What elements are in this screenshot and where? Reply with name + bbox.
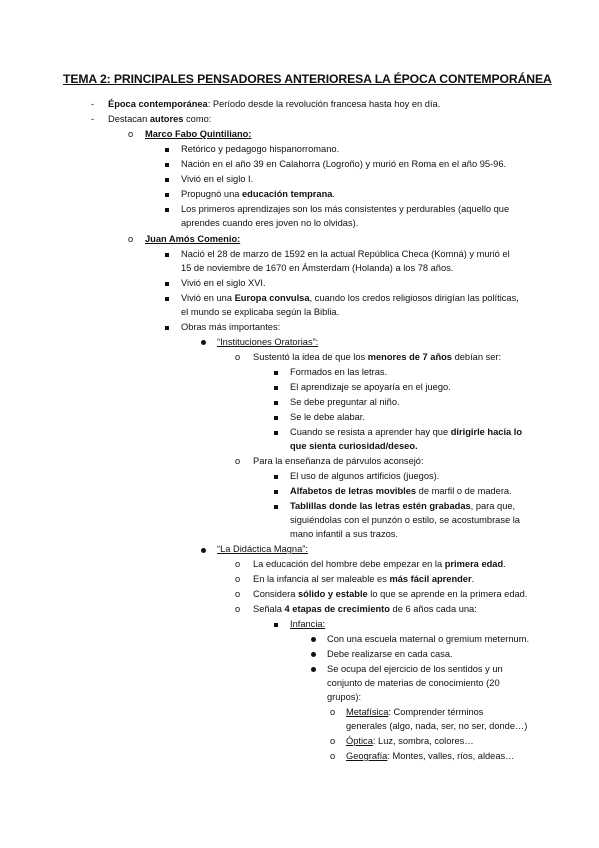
inst-t1: El uso de algunos artificios (juegos). — [290, 471, 440, 481]
dash-marker: - — [91, 99, 95, 109]
materia-metafisica-l1: Metafísica: Comprender términos — [346, 707, 484, 717]
dash-marker: - — [91, 114, 95, 124]
square-bullet — [165, 148, 169, 152]
did-c2: En la infancia al ser maleable es más fácil aprender. — [253, 574, 475, 584]
comenio-b3-l1: Vivió en una Europa convulsa, cuando los credos religiosos dirigían las políticas, — [181, 293, 519, 303]
infancia-d3-l1: Se ocupa del ejercicio de los sentidos y un — [327, 664, 503, 674]
circle-marker: o — [235, 456, 241, 466]
circle-marker: o — [235, 604, 241, 614]
inst-s4: Se le debe alabar. — [290, 412, 365, 422]
circle-marker: o — [128, 234, 134, 244]
round-bullet — [311, 652, 316, 657]
circle-marker: o — [330, 707, 336, 717]
quintiliano-b3: Vivió en el siglo I. — [181, 174, 254, 184]
comenio-b4: Obras más importantes: — [181, 322, 281, 332]
inst-s1: Formados en las letras. — [290, 367, 388, 377]
square-bullet — [274, 401, 278, 405]
square-bullet — [165, 253, 169, 257]
quintiliano-b5-l2: aprendes cuando eres joven no lo olvidas). — [181, 218, 359, 228]
square-bullet — [165, 282, 169, 286]
inst-s5-l1: Cuando se resista a aprender hay que dirigirle hacia lo — [290, 427, 523, 437]
circle-marker: o — [235, 352, 241, 362]
square-bullet — [274, 371, 278, 375]
work-didactica: “La Didáctica Magna”: — [217, 544, 308, 554]
materia-metafisica-l2: generales (algo, nada, ser, no ser, donde…) — [346, 721, 528, 731]
infancia-d1: Con una escuela maternal o gremium meternum. — [327, 634, 530, 644]
square-bullet — [165, 178, 169, 182]
did-c3: Considera sólido y estable lo que se aprende en la primera edad. — [253, 589, 528, 599]
destacan-line: Destacan autores como: — [108, 114, 212, 124]
square-bullet — [274, 416, 278, 420]
square-bullet — [274, 475, 278, 479]
did-c4: Señala 4 etapas de crecimiento de 6 años cada una: — [253, 604, 477, 614]
comenio-b1-l2: 15 de noviembre de 1670 en Ámsterdam (Holanda) a los 78 años. — [181, 263, 454, 273]
work-instituciones: “Instituciones Oratorias”: — [217, 337, 319, 347]
circle-marker: o — [235, 559, 241, 569]
page-title: TEMA 2: PRINCIPALES PENSADORES ANTERIORESA LA ÉPOCA CONTEMPORÁNEA — [63, 72, 552, 86]
author-comenio: Juan Amós Comenio: — [145, 234, 241, 244]
square-bullet — [165, 193, 169, 197]
circle-marker: o — [235, 574, 241, 584]
round-bullet — [201, 548, 206, 553]
circle-marker: o — [330, 736, 336, 746]
inst-s2: El aprendizaje se apoyaría en el juego. — [290, 382, 451, 392]
square-bullet — [274, 386, 278, 390]
square-bullet — [274, 490, 278, 494]
quintiliano-b1: Retórico y pedagogo hispanorromano. — [181, 144, 340, 154]
square-bullet — [274, 431, 278, 435]
square-bullet — [165, 297, 169, 301]
inst-c2: Para la enseñanza de párvulos aconsejó: — [253, 456, 424, 466]
square-bullet — [165, 326, 169, 330]
round-bullet — [311, 667, 316, 672]
materia-optica: Óptica: Luz, sombra, colores… — [346, 736, 474, 746]
inst-t3-l1: Tablillas donde las letras estén grabadas, para que, — [290, 501, 516, 511]
square-bullet — [274, 505, 278, 509]
materia-geografia: Geografía: Montes, valles, ríos, aldeas… — [346, 751, 515, 761]
inst-t3-l2: siguiéndolas con el punzón o estilo, se acostumbrase la — [290, 515, 520, 525]
quintiliano-b5-l1: Los primeros aprendizajes son los más consistentes y perdurables (aquello que — [181, 204, 510, 214]
inst-c1: Sustentó la idea de que los menores de 7 años debían ser: — [253, 352, 502, 362]
square-bullet — [165, 163, 169, 167]
comenio-b1-l1: Nació el 28 de marzo de 1592 en la actual República Checa (Komná) y murió el — [181, 249, 510, 259]
epoca-line: Época contemporánea: Período desde la revolución francesa hasta hoy en día. — [108, 99, 441, 109]
round-bullet — [311, 637, 316, 642]
inst-t2: Alfabetos de letras movibles de marfil o de madera. — [290, 486, 512, 496]
quintiliano-b4: Propugnó una educación temprana. — [181, 189, 336, 199]
comenio-b3-l2: el mundo se explicaba según la Biblia. — [181, 307, 340, 317]
circle-marker: o — [330, 751, 336, 761]
stage-infancia: Infancia: — [290, 619, 326, 629]
author-quintiliano: Marco Fabo Quintiliano: — [145, 129, 252, 139]
round-bullet — [201, 340, 206, 345]
inst-s5-l2: que sienta curiosidad/deseo. — [290, 441, 418, 451]
did-c1: La educación del hombre debe empezar en la primera edad. — [253, 559, 506, 569]
infancia-d3-l3: grupos): — [327, 692, 362, 702]
inst-s3: Se debe preguntar al niño. — [290, 397, 400, 407]
circle-marker: o — [128, 129, 134, 139]
inst-t3-l3: mano infantil a sus trazos. — [290, 529, 398, 539]
square-bullet — [274, 623, 278, 627]
infancia-d3-l2: conjunto de materias de conocimiento (20 — [327, 678, 500, 688]
square-bullet — [165, 208, 169, 212]
circle-marker: o — [235, 589, 241, 599]
comenio-b2: Vivió en el siglo XVI. — [181, 278, 266, 288]
infancia-d2: Debe realizarse en cada casa. — [327, 649, 453, 659]
quintiliano-b2: Nación en el año 39 en Calahorra (Logroño) y murió en Roma en el año 95-96. — [181, 159, 507, 169]
